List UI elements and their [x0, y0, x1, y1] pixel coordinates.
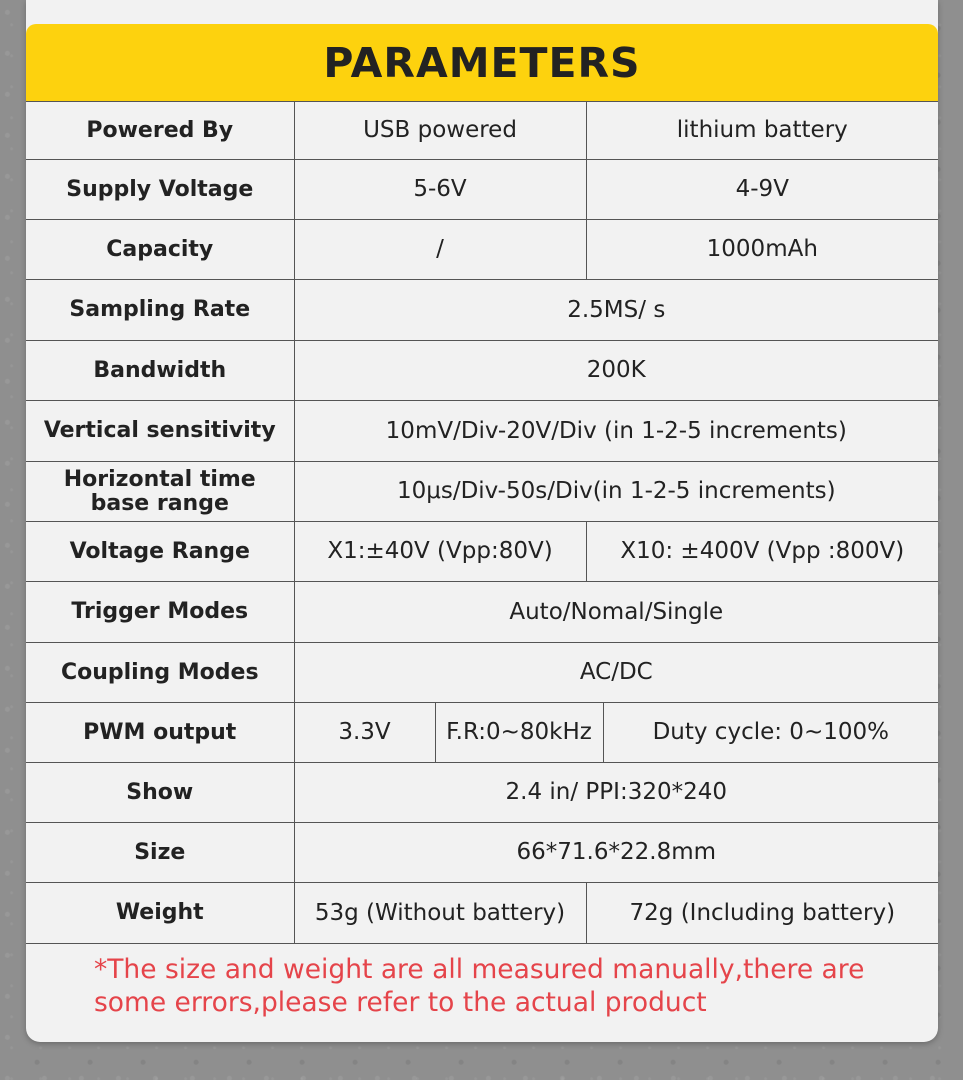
table-row-weight [26, 883, 938, 944]
row-label: Show [26, 763, 294, 823]
cell-value: 66*71.6*22.8mm [294, 823, 938, 883]
row-label: Trigger Modes [26, 582, 294, 643]
table-row-size [26, 823, 938, 883]
cell-x10: X10: ±400V (Vpp :800V) [586, 522, 938, 582]
table-row-powered-by [26, 102, 938, 160]
parameters-card [26, 0, 938, 1042]
row-label: PWM output [26, 703, 294, 763]
cell-with-battery: 72g (Including battery) [586, 883, 938, 944]
cell-value: AC/DC [294, 643, 938, 703]
table-row-voltage-range [26, 522, 938, 582]
table-row-bandwidth [26, 341, 938, 401]
disclaimer-note [94, 953, 914, 1019]
table-row-supply-voltage [26, 160, 938, 220]
row-label: Coupling Modes [26, 643, 294, 703]
table-row-vertical-sensitivity [26, 401, 938, 462]
cell-usb: USB powered [294, 102, 586, 160]
cell-usb: 5-6V [294, 160, 586, 220]
cell-pwm-duty: Duty cycle: 0~100% [603, 703, 938, 763]
cell-usb: / [294, 220, 586, 280]
cell-battery: 1000mAh [586, 220, 938, 280]
cell-value: 10mV/Div-20V/Div (in 1-2-5 increments) [294, 401, 938, 462]
row-label: Vertical sensitivity [26, 401, 294, 462]
row-label: Size [26, 823, 294, 883]
row-label: Capacity [26, 220, 294, 280]
cell-value: 2.5MS/ s [294, 280, 938, 341]
row-label: Weight [26, 883, 294, 944]
table-row-coupling-modes [26, 643, 938, 703]
cell-value: 200K [294, 341, 938, 401]
cell-x1: X1:±40V (Vpp:80V) [294, 522, 586, 582]
disclaimer-line2: some errors,please refer to the actual product [94, 987, 707, 1018]
row-label: Sampling Rate [26, 280, 294, 341]
parameters-header: PARAMETERS [26, 24, 938, 101]
cell-value: 2.4 in/ PPI:320*240 [294, 763, 938, 823]
disclaimer-line1: *The size and weight are all measured manually,there are [94, 954, 865, 985]
card-top [26, 0, 938, 24]
cell-value: 10μs/Div-50s/Div(in 1-2-5 increments) [294, 462, 938, 522]
row-label: Voltage Range [26, 522, 294, 582]
table-row-capacity [26, 220, 938, 280]
row-label [26, 462, 294, 522]
table-row-trigger-modes [26, 582, 938, 643]
cell-pwm-voltage: 3.3V [294, 703, 435, 763]
cell-without-battery: 53g (Without battery) [294, 883, 586, 944]
table-row-pwm-output [26, 703, 938, 763]
table-row-show [26, 763, 938, 823]
row-label-line1: Horizontal time [63, 467, 256, 493]
row-label: Supply Voltage [26, 160, 294, 220]
parameters-table [26, 101, 938, 944]
cell-battery: 4-9V [586, 160, 938, 220]
table-row-sampling-rate [26, 280, 938, 341]
cell-value: Auto/Nomal/Single [294, 582, 938, 643]
row-label: Powered By [26, 102, 294, 160]
cell-pwm-frequency: F.R:0~80kHz [435, 703, 603, 763]
cell-battery: lithium battery [586, 102, 938, 160]
table-row-horizontal-time [26, 462, 938, 522]
row-label: Bandwidth [26, 341, 294, 401]
row-label-line2: base range [90, 490, 229, 516]
